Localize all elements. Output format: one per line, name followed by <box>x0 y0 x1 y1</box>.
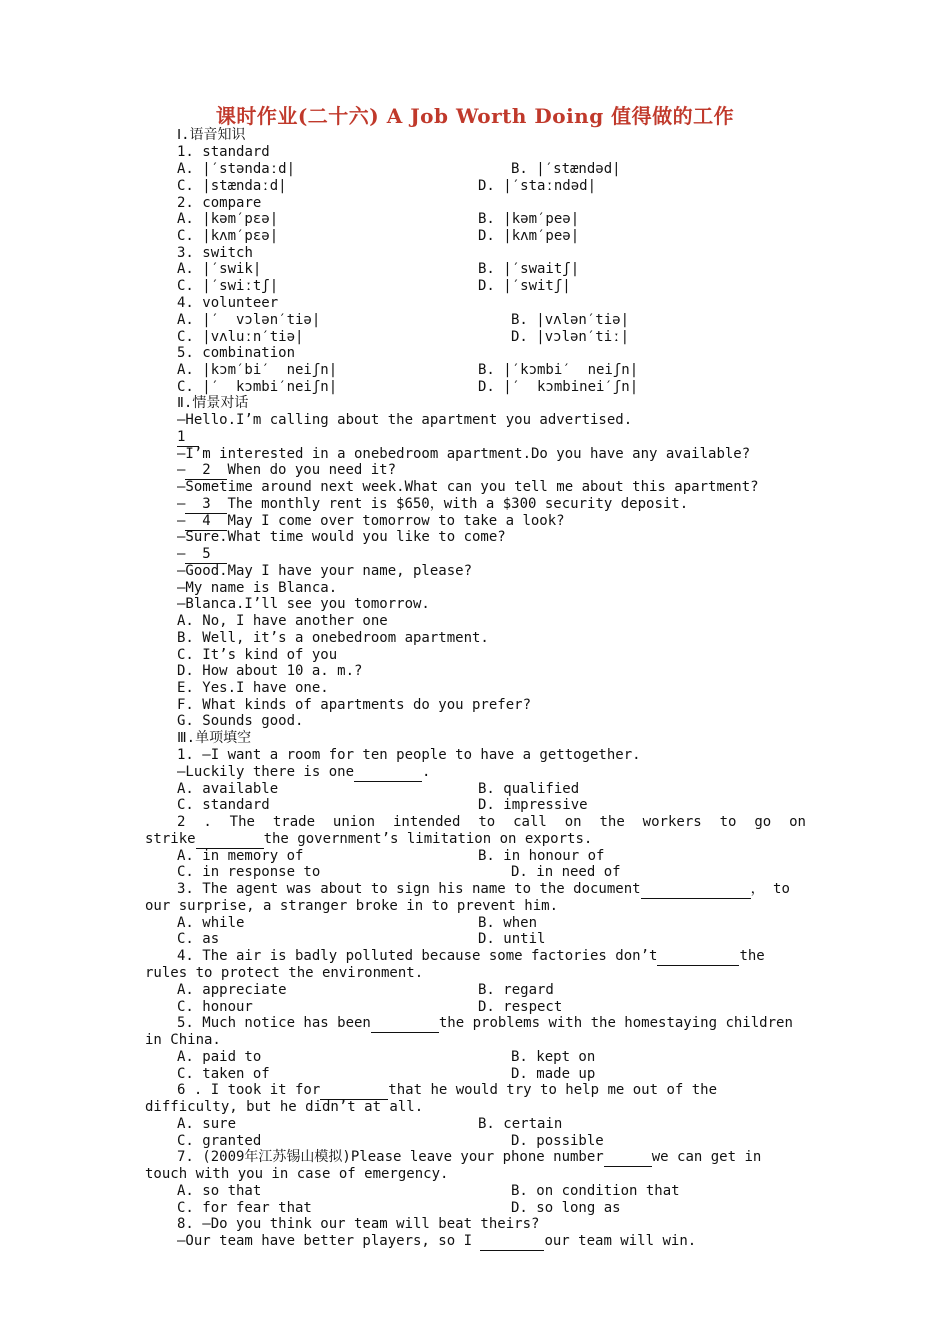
dialogue-option: C. It’s kind of you <box>177 647 338 663</box>
option-c: C. |kʌm′pεə| <box>177 228 279 244</box>
option-a: A. so that <box>177 1183 262 1199</box>
dialogue-line: — 4 May I come over tomorrow to take a look? <box>177 513 565 529</box>
option-b: B. |′swaitʃ| <box>478 261 580 277</box>
question-stem: touch with you in case of emergency. <box>145 1166 449 1182</box>
option-d: D. |kʌm′peə| <box>478 228 580 244</box>
option-b: B. in honour of <box>478 848 605 864</box>
page-title: 课时作业(二十六) A Job Worth Doing 值得做的工作 <box>215 104 735 128</box>
dialogue-line: —Blanca.I’ll see you tomorrow. <box>177 596 430 612</box>
question-word: 1. standard <box>177 144 270 160</box>
question-word: 2. compare <box>177 195 262 211</box>
question-stem: 2 . The trade union intended to call on the workers to go on <box>177 814 806 830</box>
question-stem: 4. The air is badly polluted because some factories don’t the <box>177 948 765 964</box>
option-d: D. |′switʃ| <box>478 278 571 294</box>
option-d: D. impressive <box>478 797 588 813</box>
option-c: C. honour <box>177 999 253 1015</box>
question-stem: 7. (2009年江苏锡山模拟)Please leave your phone number we can get in <box>177 1149 762 1165</box>
dialogue-option: B. Well, it’s a onebedroom apartment. <box>177 630 489 646</box>
dialogue-line: —My name is Blanca. <box>177 580 338 596</box>
question-word: 4. volunteer <box>177 295 279 311</box>
option-d: D. possible <box>511 1133 604 1149</box>
option-a: A. in memory of <box>177 848 304 864</box>
dialogue-line: —Good.May I have your name, please? <box>177 563 473 579</box>
dialogue-line: —Sometime around next week.What can you tell me about this apartment? <box>177 479 759 495</box>
question-word: 3. switch <box>177 245 253 261</box>
option-c: C. for fear that <box>177 1200 312 1216</box>
option-a: A. while <box>177 915 245 931</box>
option-c: C. standard <box>177 797 270 813</box>
dialogue-line: — 5 <box>177 546 227 564</box>
question-word: 5. combination <box>177 345 296 361</box>
option-d: D. |′staːndəd| <box>478 178 597 194</box>
option-a: A. |kɔm′bi′ neiʃn| <box>177 362 338 378</box>
question-stem: our surprise, a stranger broke in to prevent him. <box>145 898 559 914</box>
option-b: B. on condition that <box>511 1183 680 1199</box>
option-c: C. as <box>177 931 220 947</box>
option-c: C. |stændaːd| <box>177 178 287 194</box>
question-stem: in China. <box>145 1032 221 1048</box>
option-a: A. |kəm′pεə| <box>177 211 279 227</box>
option-c: C. in response to <box>177 864 321 880</box>
dialogue-option: A. No, I have another one <box>177 613 388 629</box>
option-d: D. so long as <box>511 1200 621 1216</box>
option-d: D. in need of <box>511 864 621 880</box>
option-d: D. |′ kɔmbinei′ʃn| <box>478 379 639 395</box>
question-stem: 5. Much notice has been the problems with the homestaying children <box>177 1015 793 1031</box>
question-stem: rules to protect the environment. <box>145 965 424 981</box>
option-b: B. certain <box>478 1116 563 1132</box>
section-heading: Ⅱ.情景对话 <box>177 395 249 411</box>
dialogue-line: —I’m interested in a onebedroom apartment.Do you have any available? <box>177 446 751 462</box>
dialogue-option: F. What kinds of apartments do you prefer? <box>177 697 532 713</box>
question-stem: difficulty, but he didn’t at all. <box>145 1099 424 1115</box>
dialogue-option: D. How about 10 a. m.? <box>177 663 363 679</box>
option-b: B. |′stændəd| <box>511 161 621 177</box>
option-c: C. |′ kɔmbi′neiʃn| <box>177 379 338 395</box>
dialogue-option: G. Sounds good. <box>177 713 304 729</box>
option-b: B. |kəm′peə| <box>478 211 580 227</box>
option-a: A. sure <box>177 1116 237 1132</box>
option-a: A. appreciate <box>177 982 287 998</box>
question-stem: 6 . I took it for that he would try to help me out of the <box>177 1082 718 1098</box>
question-stem: 3. The agent was about to sign his name to the document ， to <box>177 881 790 897</box>
option-b: B. when <box>478 915 538 931</box>
question-stem: 8. —Do you think our team will beat theirs? <box>177 1216 540 1232</box>
dialogue-line: —Sure.What time would you like to come? <box>177 529 506 545</box>
question-stem: —Luckily there is one . <box>177 764 431 780</box>
option-a: A. |′stəndaːd| <box>177 161 296 177</box>
option-a: A. paid to <box>177 1049 262 1065</box>
question-stem: strike the government’s limitation on exports. <box>145 831 593 847</box>
question-stem: —Our team have better players, so I our team will win. <box>177 1233 697 1249</box>
option-c: C. |vʌluːn′tiə| <box>177 329 304 345</box>
option-b: B. |′kɔmbi′ neiʃn| <box>478 362 639 378</box>
option-c: C. |′swiːtʃ| <box>177 278 279 294</box>
option-c: C. taken of <box>177 1066 270 1082</box>
option-b: B. |vʌlən′tiə| <box>511 312 630 328</box>
option-b: B. qualified <box>478 781 580 797</box>
option-d: D. respect <box>478 999 563 1015</box>
option-c: C. granted <box>177 1133 262 1149</box>
dialogue-line: — 3 The monthly rent is $650，with a $300 security deposit. <box>177 496 689 512</box>
option-b: B. regard <box>478 982 554 998</box>
option-a: A. |′ vɔlən′tiə| <box>177 312 321 328</box>
dialogue-line: — 2 When do you need it? <box>177 462 397 478</box>
option-a: A. |′swik| <box>177 261 262 277</box>
dialogue-line: —Hello.I’m calling about the apartment you advertised. <box>177 412 633 428</box>
question-stem: 1. —I want a room for ten people to have a gettogether. <box>177 747 641 763</box>
option-a: A. available <box>177 781 279 797</box>
option-d: D. made up <box>511 1066 596 1082</box>
option-d: D. until <box>478 931 546 947</box>
dialogue-blank: 1 <box>177 429 199 447</box>
option-d: D. |vɔlən′tiː| <box>511 329 630 345</box>
section-heading: Ⅲ.单项填空 <box>177 730 252 746</box>
dialogue-option: E. Yes.I have one. <box>177 680 329 696</box>
option-b: B. kept on <box>511 1049 596 1065</box>
section-heading: Ⅰ.语音知识 <box>177 127 246 143</box>
